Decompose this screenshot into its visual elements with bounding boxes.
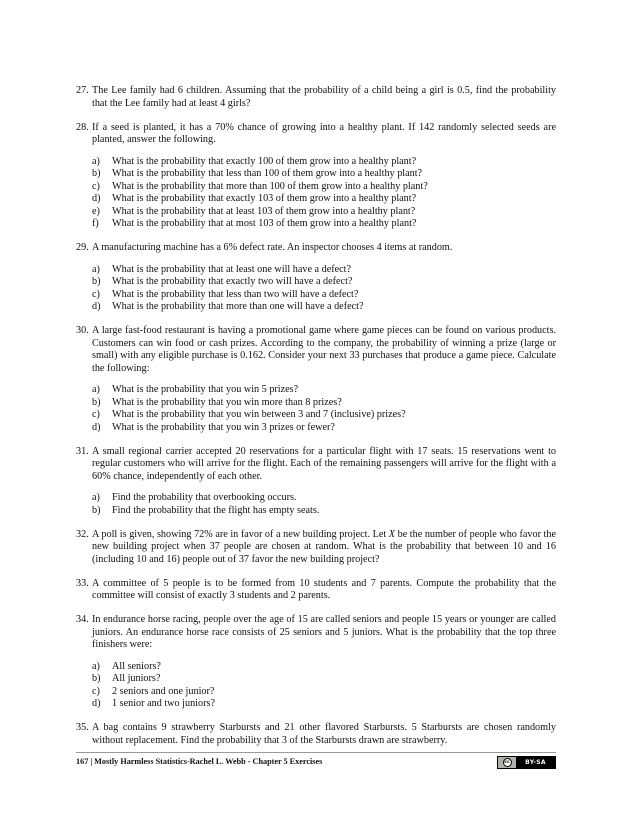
subquestion-letter: c)	[92, 180, 100, 192]
problem-item	[76, 325, 556, 434]
subquestion-text: What is the probability that more than one will have a defect?	[112, 301, 364, 312]
problem-body	[92, 85, 556, 110]
footer-rule	[76, 752, 556, 753]
subquestion-list	[92, 661, 556, 711]
problem-body	[92, 722, 556, 747]
subquestion-letter: a)	[92, 384, 100, 395]
problem-item	[76, 242, 556, 314]
subquestion	[92, 384, 556, 397]
subquestion-letter: a)	[92, 492, 100, 503]
problem-number: 28.	[76, 121, 89, 133]
problem-text: In endurance horse racing, people over the age of 15 are called seniors and people 15 years or younger are called juniors. An endurance horse race consists of 25 seniors and 5 juniors. What is the probability that the top three finishers were:	[92, 614, 556, 650]
subquestion	[92, 505, 556, 518]
subquestion	[92, 289, 556, 302]
subquestion-text: What is the probability that at most 103 of them grow into a healthy plant?	[112, 218, 417, 229]
subquestion-text: What is the probability that you win 5 prizes?	[112, 384, 299, 395]
problem-item	[76, 85, 556, 110]
subquestion-text: What is the probability that you win between 3 and 7 (inclusive) prizes?	[112, 409, 406, 420]
subquestion-text: All juniors?	[112, 673, 161, 684]
problem-text: A bag contains 9 strawberry Starbursts and 21 other flavored Starbursts. 5 Starbursts are chosen randomly without replacement. Find the probability that 3 of the Starbursts drawn are strawberry.	[92, 722, 556, 746]
subquestion-letter: d)	[92, 301, 101, 312]
subquestion-text: What is the probability that at least one will have a defect?	[112, 263, 352, 275]
footer-text: 167 | Mostly Harmless Statistics-Rachel L. Webb - Chapter 5 Exercises	[76, 757, 323, 766]
subquestion	[92, 422, 556, 435]
problem-list	[76, 85, 556, 759]
problem-text: A poll is given, showing 72% are in favor of a new building project. Let X be the number of people who favor the new building project when 37 people are chosen at random. What is the probability that between 10 and 16 (including 10 and 16) people out of 37 favor the new building project?	[92, 528, 556, 565]
subquestion-letter: b)	[92, 276, 101, 287]
subquestion	[92, 264, 556, 277]
subquestion	[92, 218, 556, 231]
problem-number: 29.	[76, 242, 89, 253]
problem-body	[92, 325, 556, 434]
problem-item	[76, 614, 556, 711]
subquestion	[92, 698, 556, 711]
subquestion-letter: e)	[92, 205, 100, 217]
subquestion	[92, 673, 556, 686]
subquestion	[92, 661, 556, 674]
problem-item	[76, 446, 556, 518]
subquestion-letter: b)	[92, 168, 101, 179]
subquestion	[92, 276, 556, 289]
subquestion-letter: b)	[92, 504, 101, 516]
subquestion-text: What is the probability that exactly two will have a defect?	[112, 276, 353, 287]
subquestion-letter: b)	[92, 673, 101, 684]
problem-number: 32.	[76, 528, 89, 540]
subquestion-letter: c)	[92, 288, 100, 300]
subquestion-letter: c)	[92, 685, 100, 697]
subquestion-letter: d)	[92, 421, 101, 433]
subquestion	[92, 397, 556, 410]
subquestion	[92, 686, 556, 699]
subquestion-text: 1 senior and two juniors?	[112, 698, 215, 709]
subquestion	[92, 206, 556, 219]
subquestion-text: What is the probability that you win 3 prizes or fewer?	[112, 421, 335, 433]
problem-number: 31.	[76, 445, 89, 457]
subquestion-list	[92, 384, 556, 434]
subquestion	[92, 193, 556, 206]
problem-text: The Lee family had 6 children. Assuming that the probability of a child being a girl is 0.5, find the probability that the Lee family had at least 4 girls?	[92, 85, 556, 109]
problem-body	[92, 446, 556, 518]
subquestion-list	[92, 264, 556, 314]
subquestion-letter: f)	[92, 218, 99, 229]
subquestion-letter: b)	[92, 396, 101, 408]
subquestion	[92, 168, 556, 181]
subquestion-text: Find the probability that the flight has empty seats.	[112, 504, 320, 516]
subquestion-text: What is the probability that at least 103 of them grow into a healthy plant?	[112, 205, 416, 217]
subquestion-text: What is the probability that less than 100 of them grow into a healthy plant?	[112, 168, 423, 179]
problem-body	[92, 529, 556, 567]
problem-number: 27.	[76, 85, 89, 96]
subquestion-text: Find the probability that overbooking occurs.	[112, 492, 297, 503]
subquestion-letter: a)	[92, 660, 100, 672]
problem-item	[76, 529, 556, 567]
problem-body	[92, 578, 556, 603]
problem-text: A large fast-food restaurant is having a promotional game where game pieces can be found on various products. Customers can win food or cash prizes. According to the company, the probability of winning a prize (large or small) with any eligible purchase is 0.162. Consider your next 33 purchases that produce a game piece. Calculate the following:	[92, 325, 556, 374]
subquestion-list	[92, 492, 556, 517]
subquestion-text: What is the probability that exactly 100 of them grow into a healthy plant?	[112, 155, 417, 167]
subquestion-letter: d)	[92, 193, 101, 204]
problem-number: 35.	[76, 722, 89, 733]
problem-number: 30.	[76, 325, 89, 336]
subquestion	[92, 181, 556, 194]
problem-item	[76, 122, 556, 231]
subquestion-text: What is the probability that exactly 103 of them grow into a healthy plant?	[112, 193, 417, 204]
subquestion-letter: c)	[92, 409, 100, 420]
subquestion	[92, 156, 556, 169]
problem-item	[76, 578, 556, 603]
subquestion-text: All seniors?	[112, 660, 161, 672]
problem-text: If a seed is planted, it has a 70% chance of growing into a healthy plant. If 142 randomly selected seeds are planted, answer the following.	[92, 121, 556, 145]
subquestion-letter: d)	[92, 698, 101, 709]
subquestion-text: What is the probability that more than 100 of them grow into a healthy plant?	[112, 180, 428, 192]
subquestion-text: 2 seniors and one junior?	[112, 685, 215, 697]
subquestion-letter: a)	[92, 263, 100, 275]
problem-item	[76, 722, 556, 747]
problem-body	[92, 614, 556, 711]
cc-logo	[498, 757, 516, 768]
problem-body	[92, 122, 556, 231]
subquestion-letter: a)	[92, 155, 100, 167]
subquestion	[92, 492, 556, 505]
license-label: BY-SA	[516, 757, 555, 768]
cc-icon: cc	[504, 760, 510, 765]
subquestion-text: What is the probability that less than two will have a defect?	[112, 288, 359, 300]
problem-number: 33.	[76, 577, 89, 589]
subquestion-text: What is the probability that you win more than 8 prizes?	[112, 396, 342, 408]
subquestion	[92, 409, 556, 422]
problem-number: 34.	[76, 614, 89, 625]
problem-body	[92, 242, 556, 314]
problem-text: A small regional carrier accepted 20 reservations for a particular flight with 17 seats. 15 reservations went to regular customers who will arrive for the flight. Each of the remaining passengers will arrive for the flight with a 60% chance, independently of each other.	[92, 445, 556, 482]
subquestion-list	[92, 156, 556, 231]
license-badge[interactable]	[497, 756, 556, 769]
problem-text: A manufacturing machine has a 6% defect rate. An inspector chooses 4 items at random.	[92, 242, 453, 253]
problem-text: A committee of 5 people is to be formed from 10 students and 7 parents. Compute the probability that the committee will consist of exactly 3 students and 2 parents.	[92, 577, 556, 601]
subquestion	[92, 301, 556, 314]
